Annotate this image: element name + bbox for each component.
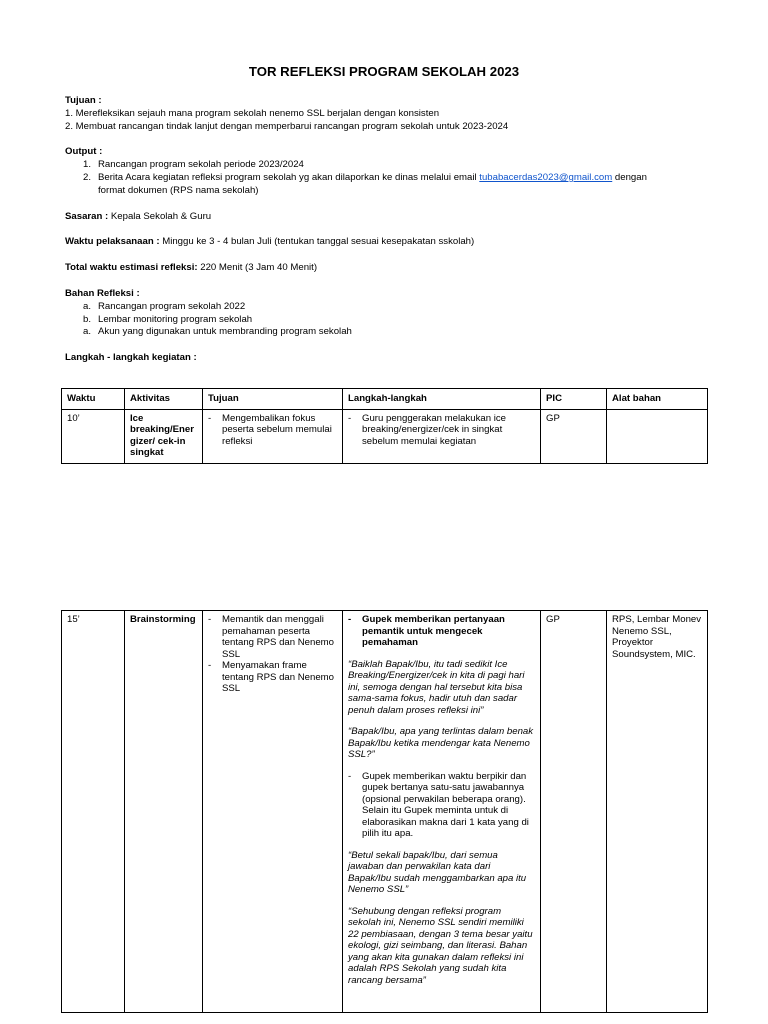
dash-marker: - xyxy=(348,614,352,625)
row1-tujuan-cell xyxy=(203,409,343,463)
row2-tujuan-item-2 xyxy=(208,660,338,695)
row2-tujuan-cell xyxy=(203,611,343,1013)
table-row xyxy=(62,409,708,463)
row2-langkah-heading-text: Gupek memberikan pertanyaan pemantik untuk mengecek pemahaman xyxy=(362,614,505,648)
tujuan-item-1: 1. Merefleksikan sejauh mana program sekolah nenemo SSL berjalan dengan konsisten xyxy=(65,107,440,119)
header-waktu: Waktu xyxy=(62,389,125,410)
bahan-item-a xyxy=(65,301,705,314)
row1-waktu: 10’ xyxy=(62,409,125,463)
dash-marker: - xyxy=(348,770,352,782)
sasaran-section xyxy=(65,211,705,224)
bahan-item-b xyxy=(65,314,705,327)
row2-quote-1: “Baiklah Bapak/Ibu, itu tadi sedikit Ice Breaking/Energizer/cek in kita di pagi hari ini, semoga dengan hal tersebut kita bisa sama-sama fokus, hadir utuh dan sadar penuh dalam proses refleksi ini” xyxy=(348,658,525,716)
row1-pic: GP xyxy=(541,409,607,463)
row2-step-2-text: Gupek memberikan waktu berpikir dan gupek bertanya satu-satu jawabannya (opsional perwakilan beberapa orang). Selain itu Gupek meminta untuk di elaborasikan makna dari 1 kata yang di pilih itu apa. xyxy=(362,770,529,839)
document-body xyxy=(65,95,705,365)
tujuan-item-2: 2. Membuat rancangan tindak lanjut dengan memperbarui rancangan program sekolah untuk 2023-2024 xyxy=(65,120,509,132)
row2-langkah-heading xyxy=(348,614,536,649)
waktu-label: Waktu pelaksanaan : xyxy=(65,236,160,248)
row2-quote-2: “Bapak/Ibu, apa yang terlintas dalam benak Bapak/Ibu ketika mendengar kata Nenemo SSL?” xyxy=(348,726,534,760)
sasaran-value: Kepala Sekolah & Guru xyxy=(108,210,212,222)
document-title: TOR REFLEKSI PROGRAM SEKOLAH 2023 xyxy=(248,64,520,79)
header-aktivitas: Aktivitas xyxy=(125,389,203,410)
bahan-item-b-text: Lembar monitoring program sekolah xyxy=(98,313,253,325)
row2-langkah-cell xyxy=(343,611,541,1013)
row2-tujuan-text-2: Menyamakan frame tentang RPS dan Nenemo SSL xyxy=(222,660,335,694)
output-item-1-marker: 1. xyxy=(83,159,92,171)
total-label: Total waktu estimasi refleksi: xyxy=(65,262,198,274)
email-link[interactable]: tubabacerdas2023@gmail.com xyxy=(479,171,613,183)
bahan-section xyxy=(65,288,705,339)
row1-tujuan-text: Mengembalikan fokus peserta sebelum memulai refleksi xyxy=(222,412,332,447)
row2-aktivitas: Brainstorming xyxy=(125,611,203,1013)
row2-quote-4: “Sehubung dengan refleksi program sekolah ini, Nenemo SSL sendiri memiliki 22 pembiasaan, dengan 3 tema besar yaitu ekologi, gizi seimbang, dan literasi. Bahan yang akan kita gunakan dalam refleksi ini adalah RPS Sekolah yang sudah kita rancang bersama” xyxy=(348,905,533,986)
row2-tujuan-item-1 xyxy=(208,614,338,660)
langkah-label: Langkah - langkah kegiatan : xyxy=(65,352,197,364)
bahan-item-b-marker: b. xyxy=(83,313,92,325)
row2-tujuan-text-1: Memantik dan menggali pemahaman peserta tentang RPS dan Nenemo SSL xyxy=(222,614,335,660)
dash-marker: - xyxy=(348,412,352,424)
table-row xyxy=(62,611,708,1013)
bahan-label: Bahan Refleksi : xyxy=(65,287,140,299)
output-label: Output : xyxy=(65,146,103,158)
output-item-1 xyxy=(65,159,705,172)
tujuan-section xyxy=(65,95,705,133)
table-header-row xyxy=(62,389,708,410)
row2-step-2 xyxy=(348,771,536,840)
dash-marker: - xyxy=(208,412,212,424)
bahan-item-c-marker: a. xyxy=(83,326,92,338)
dash-marker: - xyxy=(208,614,212,625)
waktu-value: Minggu ke 3 - 4 bulan Juli (tentukan tanggal sesuai kesepakatan sskolah) xyxy=(159,236,475,248)
total-section xyxy=(65,262,705,275)
row2-pic: GP xyxy=(541,611,607,1013)
output-item-2 xyxy=(65,172,705,198)
output-item-2-marker: 2. xyxy=(83,171,92,183)
header-langkah: Langkah-langkah xyxy=(343,389,541,410)
bahan-item-c-text: Akun yang digunakan untuk membranding program sekolah xyxy=(98,326,352,338)
activity-table-2 xyxy=(61,610,708,1013)
bahan-item-a-text: Rancangan program sekolah 2022 xyxy=(98,300,246,312)
row2-alat: RPS, Lembar Monev Nenemo SSL, Proyektor Soundsystem, MIC. xyxy=(607,611,708,1013)
sasaran-label: Sasaran : xyxy=(65,210,109,222)
dash-marker: - xyxy=(208,660,212,671)
row2-quote-3: “Betul sekali bapak/Ibu, dari semua jawaban dan perwakilan kata dari Bapak/Ibu sudah menggambarkan apa itu Nenemo SSL” xyxy=(348,849,527,895)
header-alat: Alat bahan xyxy=(607,389,708,410)
output-item-1-text: Rancangan program sekolah periode 2023/2024 xyxy=(98,159,304,171)
bahan-item-c xyxy=(65,326,705,339)
output-section xyxy=(65,146,705,197)
activity-table-1 xyxy=(61,388,708,464)
row1-langkah-cell xyxy=(343,409,541,463)
header-tujuan: Tujuan xyxy=(203,389,343,410)
output-item-2-text: Berita Acara kegiatan refleksi program sekolah yg akan dilaporkan ke dinas melalui email xyxy=(98,171,480,183)
tujuan-label: Tujuan : xyxy=(65,95,102,106)
output-item-2-line2: format dokumen (RPS nama sekolah) xyxy=(98,184,259,196)
output-item-2-post: dengan xyxy=(612,171,647,183)
total-value: 220 Menit (3 Jam 40 Menit) xyxy=(197,262,318,274)
row1-alat xyxy=(607,409,708,463)
row1-langkah-item xyxy=(348,413,536,448)
row1-aktivitas: Ice breaking/Ener gizer/ cek-in singkat xyxy=(125,409,203,463)
bahan-item-a-marker: a. xyxy=(83,300,92,312)
row1-tujuan-item xyxy=(208,413,338,448)
row1-langkah-text: Guru penggerakan melakukan ice breaking/energizer/cek in singkat sebelum memulai kegiatan xyxy=(362,412,506,447)
header-pic: PIC xyxy=(541,389,607,410)
waktu-section xyxy=(65,236,705,249)
row2-waktu: 15’ xyxy=(62,611,125,1013)
